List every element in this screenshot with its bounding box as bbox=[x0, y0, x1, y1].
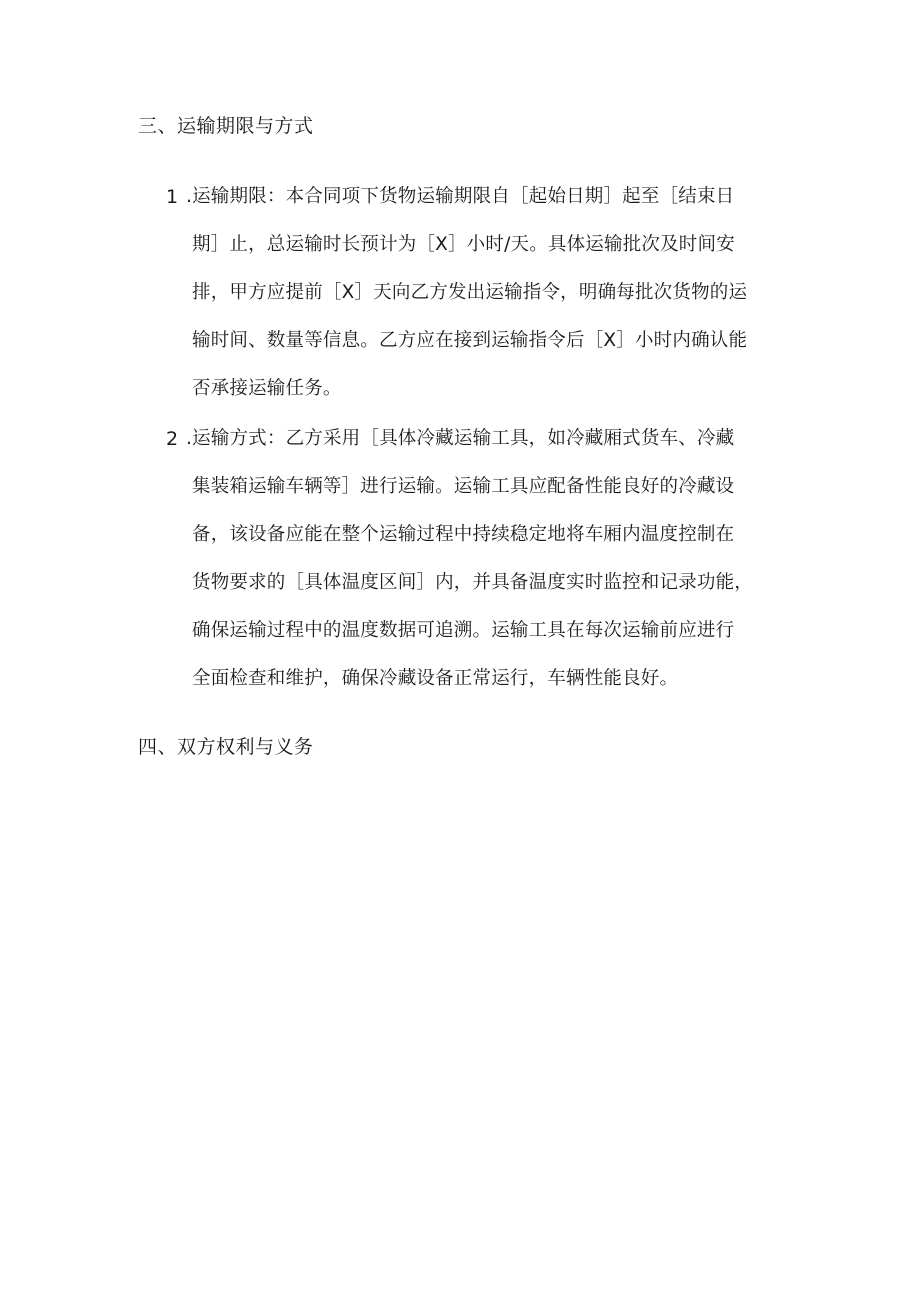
paragraph-line: 否承接运输任务。 bbox=[192, 378, 342, 399]
item-number: 1 bbox=[166, 186, 179, 208]
paragraph-line: .运输方式：乙方采用［具体冷藏运输工具，如冷藏厢式货车、冷藏 bbox=[186, 428, 735, 449]
paragraph-line: 确保运输过程中的温度数据可追溯。运输工具在每次运输前应进行 bbox=[192, 620, 735, 641]
paragraph-line: 全面检查和维护，确保冷藏设备正常运行，车辆性能良好。 bbox=[192, 668, 679, 689]
section-3-heading: 三、运输期限与方式 bbox=[138, 115, 314, 137]
paragraph-line: .运输期限：本合同项下货物运输期限自［起始日期］起至［结束日 bbox=[186, 186, 735, 207]
paragraph-line: 排，甲方应提前［X］天向乙方发出运输指令，明确每批次货物的运 bbox=[192, 282, 748, 303]
paragraph-line: 备，该设备应能在整个运输过程中持续稳定地将车厢内温度控制在 bbox=[192, 524, 735, 545]
paragraph-line: 期］止，总运输时长预计为［X］小时/天。具体运输批次及时间安 bbox=[192, 234, 735, 255]
paragraph-line: 集装箱运输车辆等］进行运输。运输工具应配备性能良好的冷藏设 bbox=[192, 476, 735, 497]
item-number: 2 bbox=[166, 428, 179, 450]
paragraph-line: 输时间、数量等信息。乙方应在接到运输指令后［X］小时内确认能 bbox=[192, 330, 748, 351]
section-4-heading: 四、双方权利与义务 bbox=[138, 736, 314, 758]
paragraph-line: 货物要求的［具体温度区间］内，并具备温度实时监控和记录功能， bbox=[192, 572, 754, 593]
